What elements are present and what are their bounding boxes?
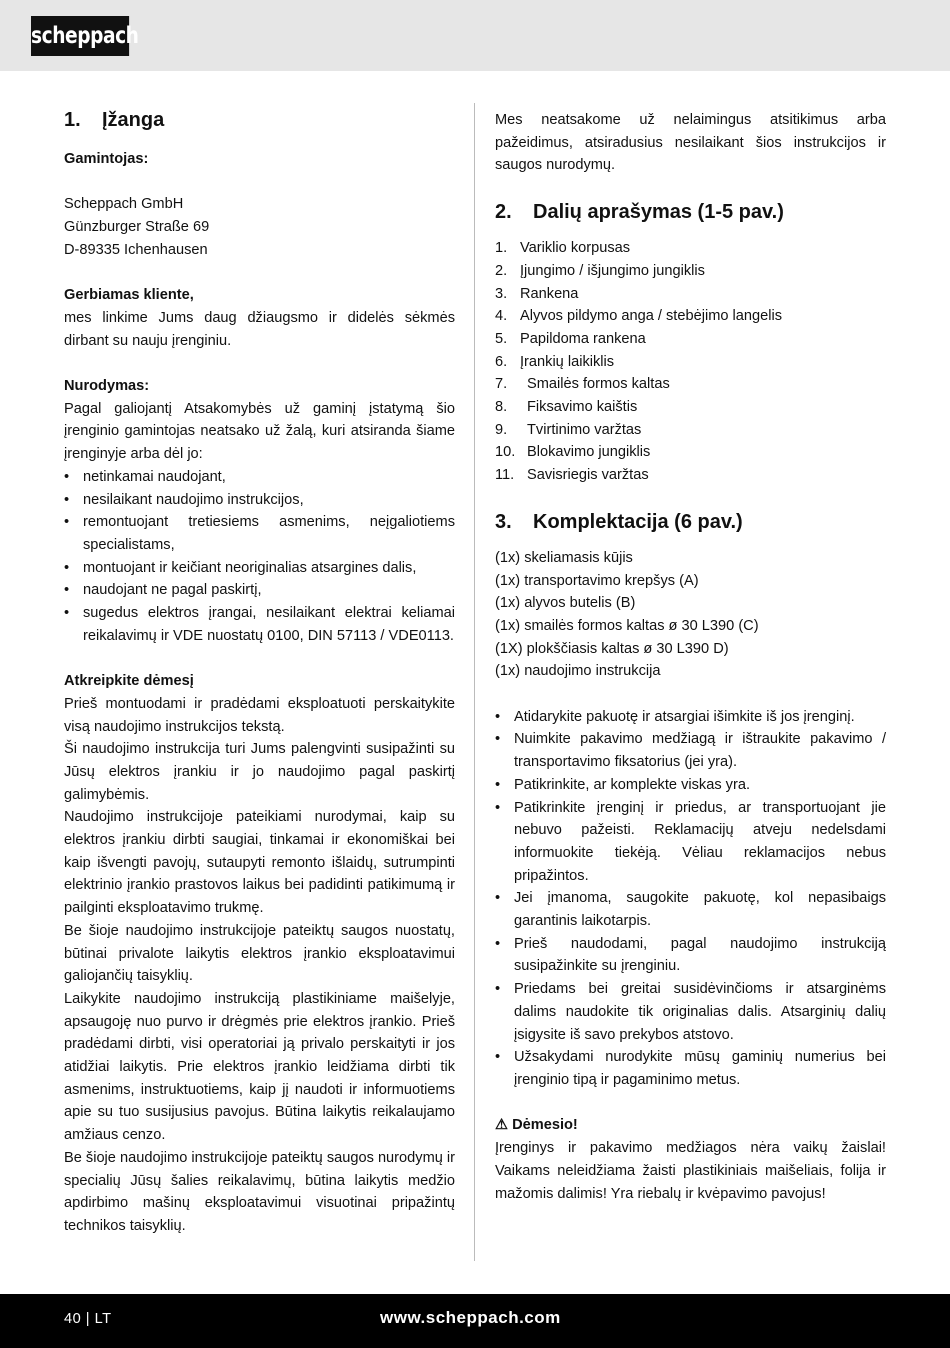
list-item: • naudojant ne pagal paskirtį,: [64, 579, 455, 602]
list-item: 2. Įjungimo / išjungimo jungiklis: [495, 262, 705, 279]
warning-text: Įrenginys ir pakavimo medžiagos nėra vaikų žaislai! Vaikams neleidžiama žaisti plastikiniais maišeliais, folija ir mažomis dalimis! Yra riebalų ir kvėpavimo pavojus!: [495, 1140, 886, 1202]
parts-list: [495, 237, 886, 487]
list-item: 5. Papildoma rankena: [495, 330, 646, 347]
list-item: • Atidarykite pakuotę ir atsargiai išimkite iš jos įrenginį.: [495, 706, 886, 729]
attention-paragraph: Laikykite naudojimo instrukciją plastikiniame maišelyje, apsaugoję nuo purvo ir drėgmės prie elektros įrankio. Prieš pradėdami dirbti, visi operatoriai ją privalo perskaityti ir jos atidžiai laikytis. Prie elektros įrankio leidžiama dirbti tik asmenims, instruktuotiems, kaip jį naudoti ir informuotiems apie su tuo susijusius pavojus. Būtina laikytis reikalaujamo amžiaus cenzo.: [64, 990, 455, 1144]
section-3-heading: 3. Komplektacija (6 pav.): [495, 510, 743, 533]
list-item: • remontuojant tretiesiems asmenims, neįgaliotiems specialistams,: [64, 511, 455, 556]
contents-item: (1x) skeliamasis kūjis: [495, 549, 633, 566]
attention-paragraph: Be šioje naudojimo instrukcijoje pateiktų saugos nuostatų, būtinai privalote laikytis elektros įrankio eksploatavimui galiojančių taisyklių.: [64, 922, 455, 985]
scheppach-logo: scheppach: [31, 16, 129, 56]
warning-heading: ⚠ Dėmesio!: [495, 1114, 886, 1137]
list-item: • netinkamai naudojant,: [64, 466, 455, 489]
list-item: 7. Smailės formos kaltas: [495, 376, 670, 393]
list-item: • Jei įmanoma, saugokite pakuotę, kol nepasibaigs garantinis laikotarpis.: [495, 887, 886, 932]
list-item: 1. Variklio korpusas: [495, 240, 631, 257]
contents-item: (1x) transportavimo krepšys (A): [495, 572, 699, 589]
note-text: Pagal galiojantį Atsakomybės už gaminį įstatymą šio įrenginio gamintojas neatsako už žalą, kuri atsiranda šiame įrenginyje arba dėl jo:: [64, 400, 455, 463]
address-line: Scheppach GmbH: [64, 196, 184, 213]
attention-paragraph: Prieš montuodami ir pradėdami eksploatuoti perskaitykite visą naudojimo instrukcijos tekstą.: [64, 695, 455, 735]
list-item: 8. Fiksavimo kaištis: [495, 399, 638, 416]
liability-text: Mes neatsakome už nelaimingus atsitikimus arba pažeidimus, atsiradusius nesilaikant šios instrukcijos ir saugos nurodymų.: [495, 112, 886, 174]
list-item: • sugedus elektros įrangai, nesilaikant elektrai keliamai reikalavimų ir VDE nuostatų 0100, DIN 57113 / VDE0113.: [64, 602, 455, 647]
list-item: 3. Rankena: [495, 285, 579, 302]
website-link[interactable]: www.scheppach.com: [380, 1308, 561, 1327]
address-line: Günzburger Straße 69: [64, 219, 210, 236]
contents-item: (1X) plokščiasis kaltas ø 30 L390 D): [495, 640, 729, 657]
manufacturer-label: Gamintojas:: [64, 151, 149, 167]
contents-item: (1x) alyvos butelis (B): [495, 595, 636, 612]
page-number: 40 | LT: [64, 1311, 112, 1327]
section-2-heading: 2. Dalių aprašymas (1-5 pav.): [495, 201, 784, 224]
list-item: 4. Alyvos pildymo anga / stebėjimo langelis: [495, 308, 783, 325]
list-item: 11. Savisriegis varžtas: [495, 467, 649, 484]
list-item: • Nuimkite pakavimo medžiagą ir ištraukite pakavimo / transportavimo fiksatorius (jei yra).: [495, 728, 886, 773]
list-item: • Prieš naudodami, pagal naudojimo instrukciją susipažinkite su įrenginiu.: [495, 933, 886, 978]
note-list: [64, 466, 455, 648]
left-column: [64, 103, 455, 1238]
address-line: D-89335 Ichenhausen: [64, 241, 208, 258]
attention-paragraph: Naudojimo instrukcijoje pateikiami nurodymai, kaip su elektros įrankiu dirbti saugiai, tinkamai ir ekonomiškai bei kaip išvengti pavojų, sutaupyti remonto išlaidų, sutrumpinti elektrinio įrankio prastovos laikus bei padidinti patikimumą ir pailginti eksploatavimo trukmę.: [64, 809, 455, 917]
list-item: 10. Blokavimo jungiklis: [495, 444, 651, 461]
warning-triangle-icon: ⚠: [495, 1117, 509, 1134]
greeting-title: Gerbiamas kliente,: [64, 287, 194, 304]
note-title: Nurodymas:: [64, 377, 150, 394]
contents-item: (1x) smailės formos kaltas ø 30 L390 (C): [495, 617, 759, 634]
unpacking-steps: [495, 706, 886, 1092]
column-divider: [474, 103, 475, 1261]
list-item: • Užsakydami nurodykite mūsų gaminių numerius bei įrenginio tipą ir pagaminimo metus.: [495, 1046, 886, 1091]
list-item: • Patikrinkite, ar komplekte viskas yra.: [495, 774, 886, 797]
attention-paragraph: Ši naudojimo instrukcija turi Jums palengvinti susipažinti su Jūsų elektros įrankiu ir jo naudojimo pagal paskirtį galimybėmis.: [64, 741, 455, 803]
contents-item: (1x) naudojimo instrukcija: [495, 663, 661, 680]
list-item: • Patikrinkite įrenginį ir priedus, ar transportuojant jie nebuvo pažeisti. Reklamacijų atveju nedelsdami informuokite tiekėją. Vėliau reklamacijos nebus pripažintos.: [495, 797, 886, 888]
greeting-text: mes linkime Jums daug džiaugsmo ir didelės sėkmės dirbant su nauju įrenginiu.: [64, 309, 455, 349]
right-column: [495, 103, 886, 1205]
list-item: 6. Įrankių laikiklis: [495, 353, 615, 370]
list-item: • nesilaikant naudojimo instrukcijos,: [64, 489, 455, 512]
section-1-heading: 1. Įžanga: [64, 109, 165, 131]
footer-bar: [0, 1294, 950, 1348]
attention-paragraph: Be šioje naudojimo instrukcijoje pateiktų saugos nurodymų ir specialių Jūsų šalies reikalavimų, būtina laikytis medžio apdirbimo mašinų eksploatavimui visuotinai pripažintų technikos taisyklių.: [64, 1149, 455, 1234]
attention-title: Atkreipkite dėmesį: [64, 673, 194, 690]
list-item: • montuojant ir keičiant neoriginalias atsargines dalis,: [64, 557, 455, 580]
list-item: 9. Tvirtinimo varžtas: [495, 421, 642, 438]
list-item: • Priedams bei greitai susidėvinčioms ir atsarginėms dalims naudokite tik originalias dalis. Atsarginių dalių įsigysite iš savo prekybos atstovo.: [495, 978, 886, 1046]
top-bar: [0, 0, 950, 71]
